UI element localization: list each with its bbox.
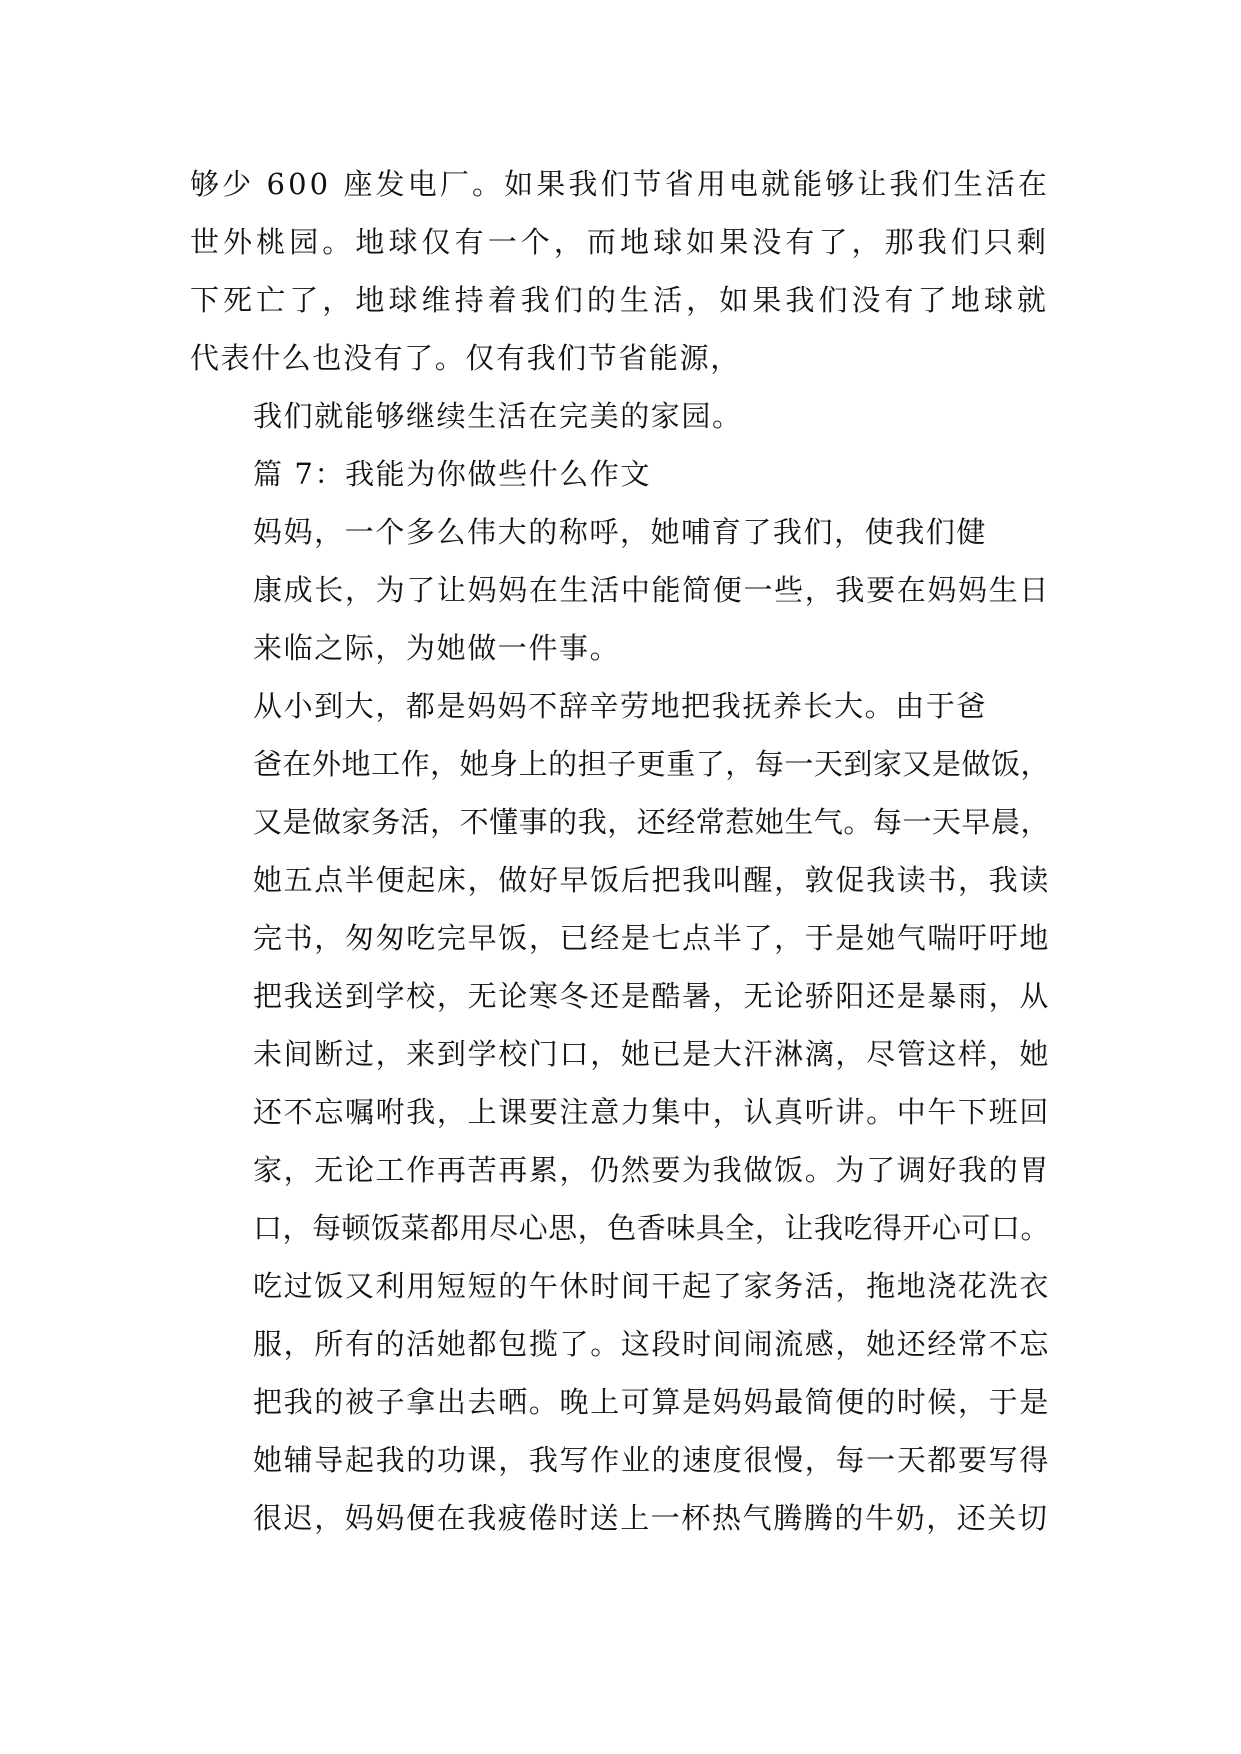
text-line: 把我的被子拿出去晒。晚上可算是妈妈最简便的时候，于是 bbox=[253, 1385, 1050, 1419]
text-line: 还不忘嘱咐我，上课要注意力集中，认真听讲。中午下班回 bbox=[253, 1095, 1050, 1129]
text-line: 她辅导起我的功课，我写作业的速度很慢，每一天都要写得 bbox=[253, 1443, 1050, 1477]
text-line: 她五点半便起床，做好早饭后把我叫醒，敦促我读书，我读 bbox=[253, 863, 1050, 897]
text-line: 把我送到学校，无论寒冬还是酷暑，无论骄阳还是暴雨，从 bbox=[253, 979, 1050, 1013]
text-line: 完书，匆匆吃完早饭，已经是七点半了，于是她气喘吁吁地 bbox=[253, 921, 1050, 955]
text-line: 我们就能够继续生活在完美的家园。 bbox=[253, 399, 743, 433]
text-line: 爸在外地工作，她身上的担子更重了，每一天到家又是做饭， bbox=[253, 747, 1050, 781]
text-line: 妈妈，一个多么伟大的称呼，她哺育了我们，使我们健 bbox=[253, 515, 987, 549]
text-line: 口，每顿饭菜都用尽心思，色香味具全，让我吃得开心可口。 bbox=[253, 1211, 1050, 1245]
text-line: 康成长，为了让妈妈在生活中能简便一些，我要在妈妈生日 bbox=[253, 573, 1050, 607]
paragraph bbox=[190, 387, 1050, 445]
text-line: 从小到大，都是妈妈不辞辛劳地把我抚养长大。由于爸 bbox=[253, 689, 987, 723]
text-line: 够少 600 座发电厂。如果我们节省用电就能够让我们生活在 bbox=[190, 167, 1050, 201]
text-line: 来临之际，为她做一件事。 bbox=[253, 631, 621, 665]
text-line: 代表什么也没有了。仅有我们节省能源， bbox=[190, 341, 741, 375]
text-line: 很迟，妈妈便在我疲倦时送上一杯热气腾腾的牛奶，还关切 bbox=[253, 1501, 1049, 1535]
text-line: 又是做家务活，不懂事的我，还经常惹她生气。每一天早晨， bbox=[253, 805, 1050, 839]
text-line: 未间断过，来到学校门口，她已是大汗淋漓，尽管这样，她 bbox=[253, 1037, 1050, 1071]
text-line: 服，所有的活她都包揽了。这段时间闹流感，她还经常不忘 bbox=[253, 1327, 1050, 1361]
document-body bbox=[190, 155, 1050, 1547]
text-line: 下死亡了，地球维持着我们的生活，如果我们没有了地球就 bbox=[190, 283, 1050, 317]
paragraph bbox=[190, 503, 1050, 677]
paragraph bbox=[190, 155, 1050, 387]
text-line: 吃过饭又利用短短的午休时间干起了家务活，拖地浇花洗衣 bbox=[253, 1269, 1050, 1303]
paragraph bbox=[190, 677, 1050, 1547]
text-line: 世外桃园。地球仅有一个，而地球如果没有了，那我们只剩 bbox=[190, 225, 1050, 259]
text-line: 家，无论工作再苦再累，仍然要为我做饭。为了调好我的胃 bbox=[253, 1153, 1050, 1187]
text-line: 篇 7：我能为你做些什么作文 bbox=[253, 457, 652, 491]
paragraph bbox=[190, 445, 1050, 503]
